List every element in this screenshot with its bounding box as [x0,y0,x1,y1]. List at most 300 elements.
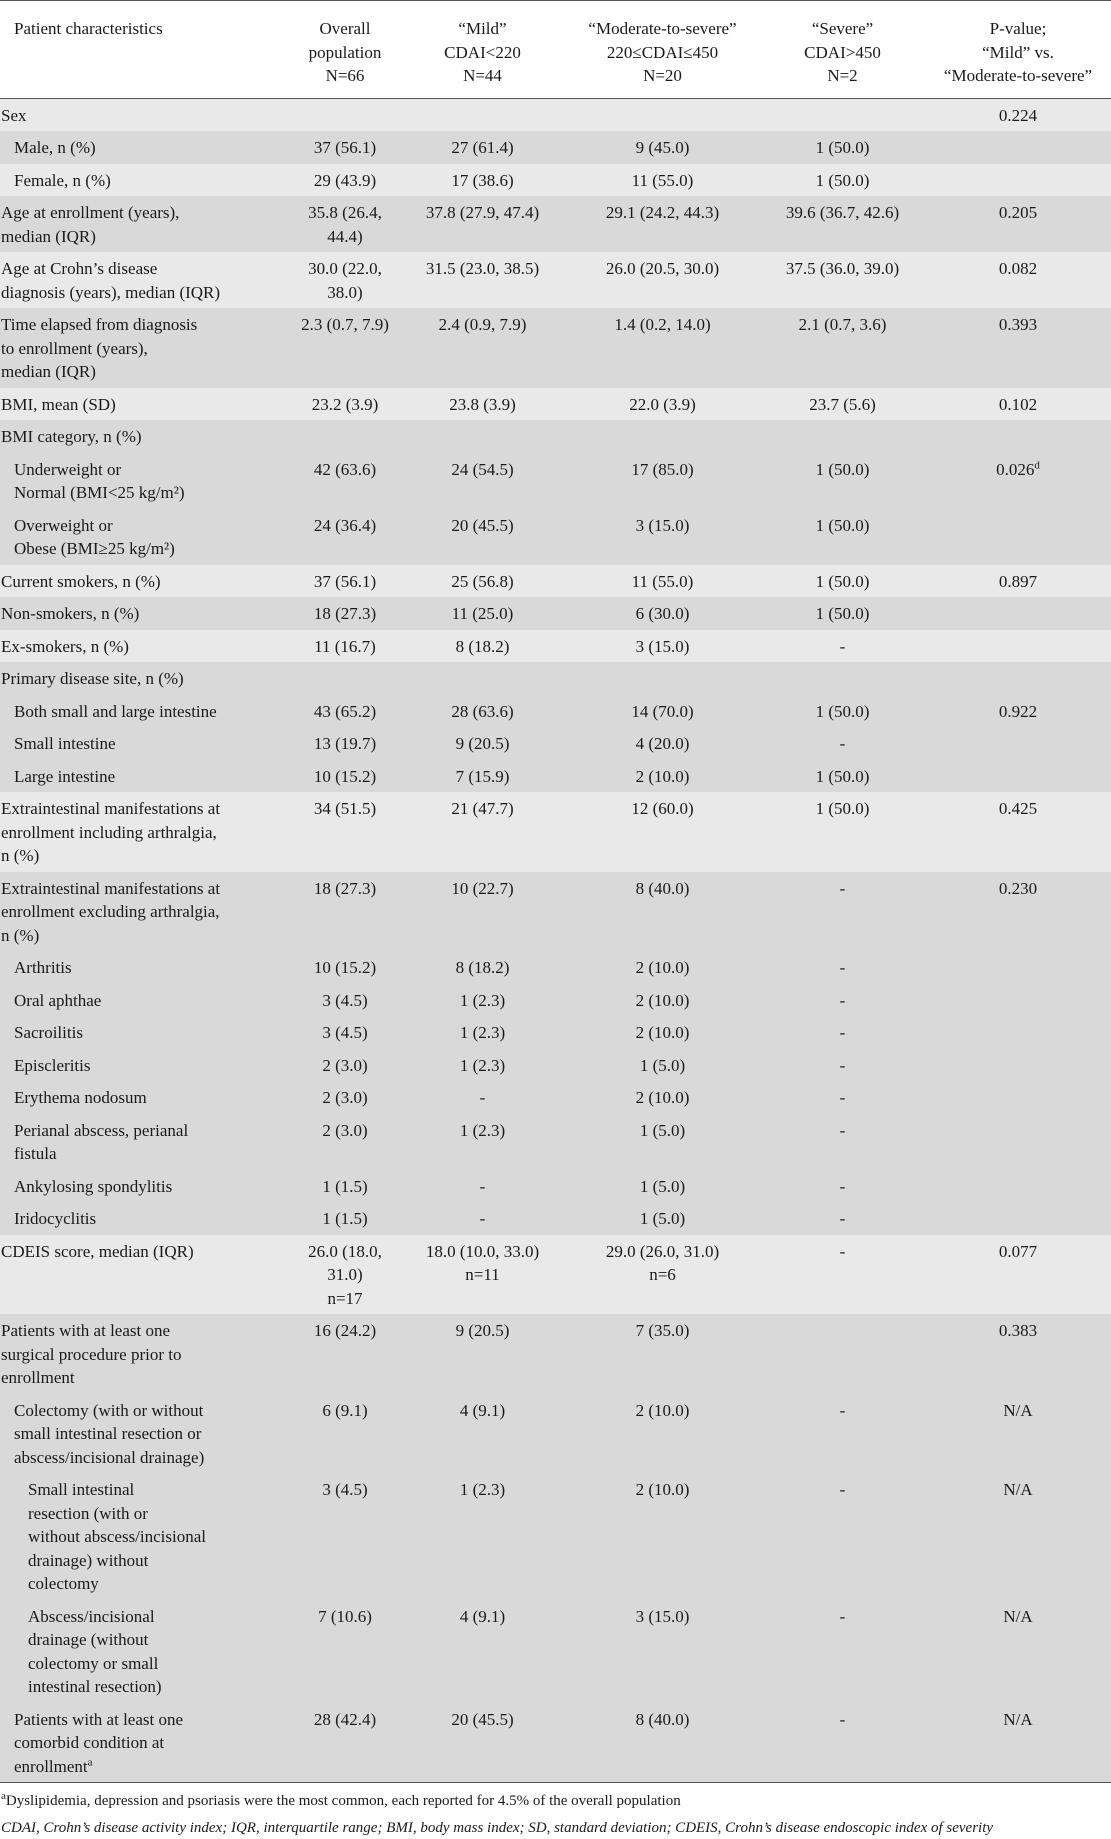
row-label [0,662,290,695]
table-body [0,98,1111,1783]
cell-value: 24 (36.4) [313,515,377,535]
cell-value: - [479,1088,486,1107]
header-overall-population: Overall population N=66 [290,1,400,99]
cell-value: - [839,1176,846,1196]
cell-value: 22.0 (3.9) [629,394,696,414]
cell-severe [760,308,925,388]
cell-value: 6 (9.1) [322,1400,368,1420]
cell-value: 34 (51.5) [313,799,377,818]
cell-value: 7 (10.6) [318,1606,372,1626]
cell-value: 23.7 (5.6) [809,394,876,414]
row-label-line: fistula [14,1144,57,1163]
cell-p-value [925,1600,1111,1703]
row-label-line: Large intestine [14,766,116,786]
cell-value: - [839,734,846,753]
table-row [0,727,1111,760]
row-label-line: Age at Crohn’s disease [1,259,158,278]
cell-overall [290,984,400,1017]
cell-p-value [925,597,1111,630]
row-label [0,630,290,663]
cell-value: 24 (54.5) [451,459,514,479]
row-label-line: without abscess/incisional [28,1527,207,1546]
cell-overall [290,1394,400,1474]
cell-overall [290,98,400,131]
cell-mild [400,1170,565,1203]
cell-value: 29 (43.9) [313,170,377,190]
cell-moderate-to-severe [565,872,760,952]
cell-mild [400,662,565,695]
cell-overall [290,1114,400,1170]
row-label [0,196,290,252]
row-label-line: Arthritis [14,958,72,977]
cell-value: - [479,1176,486,1196]
cell-value: 39.6 (36.7, 42.6) [785,203,900,222]
cell-severe [760,1600,925,1703]
cell-p-value [925,1049,1111,1082]
row-label [0,1703,290,1783]
row-label-line: Extraintestinal manifestations at [1,878,221,898]
cell-moderate-to-severe [565,308,760,388]
cell-severe [760,1170,925,1203]
table-row [0,509,1111,565]
row-label [0,1600,290,1703]
cell-mild [400,1202,565,1235]
cell-mild [400,1394,565,1474]
cell-severe [760,196,925,252]
cell-severe [760,1703,925,1783]
row-label-line: enrollment excluding arthralgia, [1,902,220,921]
cell-mild [400,420,565,453]
cell-overall [290,164,400,197]
cell-overall [290,1202,400,1235]
row-label-line: BMI, mean (SD) [1,394,116,414]
cell-mild [400,1703,565,1783]
cell-value: 1 (5.0) [639,1120,686,1140]
table-row [0,597,1111,630]
cell-moderate-to-severe [565,1114,760,1170]
cell-overall [290,597,400,630]
cell-mild [400,1600,565,1703]
cell-p-value [925,1473,1111,1600]
cell-value: 1 (50.0) [815,604,870,623]
cell-value: - [839,1241,846,1261]
cell-mild [400,597,565,630]
row-label [0,164,290,197]
cell-value: 9 (20.5) [455,734,510,753]
row-label-line: Male, n (%) [14,138,96,157]
row-label-line: drainage (without [28,1630,149,1649]
table-row [0,630,1111,663]
row-label-line: median (IQR) [1,226,96,246]
cell-severe [760,98,925,131]
cell-value: 0.425 [998,799,1038,818]
cell-value: 7 (15.9) [455,766,510,786]
row-label [0,984,290,1017]
cell-mild [400,252,565,308]
cell-mild [400,509,565,565]
cell-p-value [925,420,1111,453]
cell-p-value [925,951,1111,984]
cell-mild [400,695,565,728]
cell-value: 37.5 (36.0, 39.0) [785,259,900,278]
row-label-line: Overweight or [14,515,113,535]
cell-p-value [925,695,1111,728]
cell-mild [400,1016,565,1049]
table-row [0,196,1111,252]
header-moderate-to-severe: “Moderate-to-severe” 220≤CDAI≤450 N=20 [565,1,760,99]
row-label-line: enrollment [14,1756,88,1776]
row-label [0,792,290,872]
row-label-line: Normal (BMI<25 kg/m²) [14,483,185,502]
table-row [0,1314,1111,1394]
cell-value: 10 (15.2) [313,958,377,977]
row-label [0,1473,290,1600]
cell-value: 1 (50.0) [815,701,870,721]
cell-severe [760,1473,925,1600]
row-label-line: Time elapsed from diagnosis [1,315,198,334]
cell-value: - [839,1209,846,1228]
row-label-line: abscess/incisional drainage) [14,1447,205,1467]
cell-severe [760,1016,925,1049]
cell-p-value [925,792,1111,872]
cell-value: 2 (10.0) [635,1400,690,1420]
table-row [0,1235,1111,1315]
cell-severe [760,951,925,984]
cell-severe [760,1081,925,1114]
row-label-line: Ex-smokers, n (%) [1,636,129,656]
row-label [0,1114,290,1170]
cell-mild [400,1314,565,1394]
row-label [0,252,290,308]
cell-severe [760,662,925,695]
row-label [0,388,290,421]
row-label [0,1314,290,1394]
cell-value: 0.383 [998,1321,1038,1340]
cell-p-value [925,388,1111,421]
cell-value: 3 (4.5) [322,1023,368,1042]
cell-value: 1 (5.0) [639,1176,686,1196]
cell-severe [760,1114,925,1170]
cell-value: 4 (20.0) [635,734,690,753]
row-label [0,727,290,760]
cell-value: - [839,1120,846,1140]
row-label-line: small intestinal resection or [14,1424,202,1443]
cell-value: - [839,1480,846,1499]
cell-value: 2 (3.0) [322,1088,368,1107]
cell-mild [400,792,565,872]
cell-value: 4 (9.1) [459,1606,506,1626]
row-label-line: Patients with at least one [14,1709,184,1729]
cell-value: 0.224 [998,105,1038,125]
cell-mild [400,760,565,793]
cell-value: 1 (2.3) [459,1055,506,1075]
row-label-line: resection (with or [28,1503,148,1523]
cell-value: 8 (18.2) [455,636,510,656]
cell-value: - [839,636,846,656]
row-label-line: Obese (BMI≥25 kg/m²) [14,539,175,558]
cell-value: 3 (4.5) [322,990,368,1010]
cell-value: 0.102 [998,394,1038,414]
cell-p-value [925,1394,1111,1474]
cell-value: 20 (45.5) [451,1709,514,1729]
table-header-row [0,1,1111,99]
row-label-line: Iridocyclitis [14,1209,97,1228]
header-severe: “Severe” CDAI>450 N=2 [760,1,925,99]
cell-mild [400,1081,565,1114]
row-label-line: colectomy or small [28,1653,159,1673]
cell-mild [400,1473,565,1600]
cell-value: 4 (9.1) [459,1400,506,1420]
cell-severe [760,727,925,760]
table-row [0,164,1111,197]
row-label-line: Small intestine [14,734,116,753]
cell-value: 17 (85.0) [631,459,694,479]
cell-value: 7 (35.0) [635,1321,690,1340]
table-row [0,1703,1111,1783]
cell-moderate-to-severe [565,1394,760,1474]
cell-severe [760,760,925,793]
cell-value: 37 (56.1) [313,138,377,157]
table-row [0,1202,1111,1235]
cell-value: 10 (15.2) [313,766,377,786]
cell-overall [290,1081,400,1114]
cell-value: 29.1 (24.2, 44.3) [605,203,720,222]
row-label [0,695,290,728]
cell-mild [400,98,565,131]
row-label-line: Non-smokers, n (%) [1,604,140,623]
cell-value: 14 (70.0) [631,701,694,721]
cell-severe [760,1202,925,1235]
cell-value: 3 (15.0) [635,636,690,656]
cell-moderate-to-severe [565,951,760,984]
cell-p-value [925,630,1111,663]
cell-mild [400,453,565,509]
cell-value: 11 (25.0) [451,604,514,623]
table-row [0,792,1111,872]
cell-severe [760,1314,925,1394]
cell-overall [290,1473,400,1600]
table-row [0,951,1111,984]
row-label [0,1049,290,1082]
cell-moderate-to-severe [565,420,760,453]
table-row [0,308,1111,388]
row-label [0,1202,290,1235]
row-label-line: Episcleritis [14,1055,91,1075]
row-label-line: Patients with at least one [1,1321,171,1340]
cell-value: 18 (27.3) [313,878,377,898]
cell-value: 18 (27.3) [313,604,377,623]
cell-value: 1 (2.3) [459,1023,506,1042]
cell-value: - [839,1023,846,1042]
cell-p-value [925,98,1111,131]
cell-overall [290,1314,400,1394]
cell-value: 2 (10.0) [635,766,690,786]
row-label [0,453,290,509]
cell-moderate-to-severe [565,760,760,793]
cell-value: 1 (2.3) [459,990,506,1010]
cell-moderate-to-severe [565,196,760,252]
table-row [0,388,1111,421]
row-label [0,1016,290,1049]
cell-value: 9 (20.5) [455,1321,510,1340]
cell-severe [760,509,925,565]
header-mild: “Mild” CDAI<220 N=44 [400,1,565,99]
cell-p-value [925,1703,1111,1783]
cell-overall [290,872,400,952]
cell-moderate-to-severe [565,1016,760,1049]
cell-overall [290,1170,400,1203]
row-label-line: Underweight or [14,459,122,479]
cell-overall [290,792,400,872]
cell-value: 35.8 (26.4, 44.4) [308,203,382,246]
row-label-line: Extraintestinal manifestations at [1,799,221,818]
cell-severe [760,252,925,308]
cell-moderate-to-severe [565,1202,760,1235]
cell-value: - [839,1088,846,1107]
cell-value: 0.077 [998,1241,1038,1261]
cell-mild [400,984,565,1017]
cell-overall: 26.0 (18.0, 31.0) n=17 [290,1235,400,1315]
cell-severe [760,131,925,164]
cell-p-value [925,984,1111,1017]
table-row [0,1114,1111,1170]
cell-value: N/A [1003,1606,1033,1626]
row-label-line: CDEIS score, median (IQR) [1,1241,194,1261]
cell-p-value [925,252,1111,308]
row-label-line: enrollment including arthralgia, [1,822,217,842]
cell-value: 2 (10.0) [635,958,690,977]
row-label-line: Sex [1,105,27,125]
cell-value: 11 (16.7) [314,636,376,656]
row-label-line: Ankylosing spondylitis [14,1176,173,1196]
cell-overall [290,252,400,308]
cell-value: 9 (45.0) [635,138,690,157]
row-label [0,565,290,598]
cell-mild [400,308,565,388]
cell-overall [290,196,400,252]
cell-moderate-to-severe [565,1473,760,1600]
cell-moderate-to-severe [565,164,760,197]
cell-p-value [925,760,1111,793]
table-row [0,1016,1111,1049]
table-row [0,98,1111,131]
cell-value: 0.026 [996,459,1035,479]
table-row [0,453,1111,509]
row-label-line: BMI category, n (%) [1,427,142,446]
cell-p-value [925,565,1111,598]
table-row [0,662,1111,695]
cell-mild [400,872,565,952]
cell-value: 43 (65.2) [313,701,377,721]
table-row [0,420,1111,453]
cell-value: - [839,1606,846,1626]
cell-overall [290,453,400,509]
cell-severe [760,453,925,509]
cell-moderate-to-severe [565,509,760,565]
cell-value: 11 (55.0) [631,571,694,591]
table-row [0,695,1111,728]
cell-value: N/A [1003,1400,1033,1420]
cell-moderate-to-severe [565,727,760,760]
cell-value: 16 (24.2) [313,1321,377,1340]
row-label [0,597,290,630]
cell-value: - [839,1709,846,1729]
header-p-value: P-value; “Mild” vs. “Moderate-to-severe” [925,1,1111,99]
row-label [0,1394,290,1474]
cell-value: 2.1 (0.7, 3.6) [798,315,887,334]
cell-mild [400,196,565,252]
cell-value: 1 (2.3) [459,1480,506,1499]
cell-overall [290,630,400,663]
row-label [0,420,290,453]
footnote-a-text: Dyslipidemia, depression and psoriasis were the most common, each reported for 4.5% of the overall population [5,1793,681,1809]
cell-p-value [925,131,1111,164]
cell-value: 0.205 [998,203,1038,222]
row-label-line: n (%) [1,846,40,865]
cell-value: 23.8 (3.9) [449,394,516,414]
row-label-line: Primary disease site, n (%) [1,669,184,688]
cell-moderate-to-severe [565,984,760,1017]
cell-p-value [925,1235,1111,1315]
cell-severe [760,1394,925,1474]
cell-value: 8 (18.2) [455,958,510,977]
row-label-line: Sacroilitis [14,1023,83,1042]
row-label-line: intestinal resection) [28,1677,162,1696]
row-label [0,1170,290,1203]
cell-value: 1 (2.3) [459,1120,506,1140]
cell-moderate-to-severe [565,1314,760,1394]
footnote-marker: a [87,1755,93,1768]
cell-value: 3 (15.0) [635,1606,690,1626]
cell-severe [760,872,925,952]
cell-value: 17 (38.6) [451,170,514,190]
row-label-line: drainage) without [28,1550,149,1570]
cell-value: 2.4 (0.9, 7.9) [438,315,527,334]
row-label-line: Erythema nodosum [14,1088,147,1107]
cell-value: 25 (56.8) [451,571,514,591]
cell-severe [760,984,925,1017]
cell-mild [400,565,565,598]
cell-mild [400,630,565,663]
cell-severe [760,630,925,663]
row-label-line: Perianal abscess, perianal [14,1120,189,1140]
cell-overall [290,388,400,421]
row-label-line: Colectomy (with or without [14,1400,204,1420]
cell-severe [760,1049,925,1082]
cell-value: 1 (50.0) [815,515,870,535]
cell-severe [760,1235,925,1315]
cell-moderate-to-severe: 29.0 (26.0, 31.0) n=6 [565,1235,760,1315]
footnote-marker: a [1,1790,6,1802]
cell-value: 10 (22.7) [451,878,514,898]
cell-value: 1 (50.0) [815,571,870,591]
cell-value: 28 (63.6) [451,701,514,721]
cell-value: 21 (47.7) [451,799,514,818]
cell-moderate-to-severe [565,695,760,728]
cell-mild [400,1114,565,1170]
cell-overall [290,760,400,793]
row-label [0,131,290,164]
cell-p-value [925,1114,1111,1170]
cell-mild [400,1049,565,1082]
cell-overall [290,662,400,695]
cell-moderate-to-severe [565,792,760,872]
header-patient-characteristics: Patient characteristics [0,1,290,99]
cell-value: 8 (40.0) [635,878,690,898]
cell-mild [400,951,565,984]
row-label-line: to enrollment (years), [1,338,148,358]
cell-mild [400,131,565,164]
